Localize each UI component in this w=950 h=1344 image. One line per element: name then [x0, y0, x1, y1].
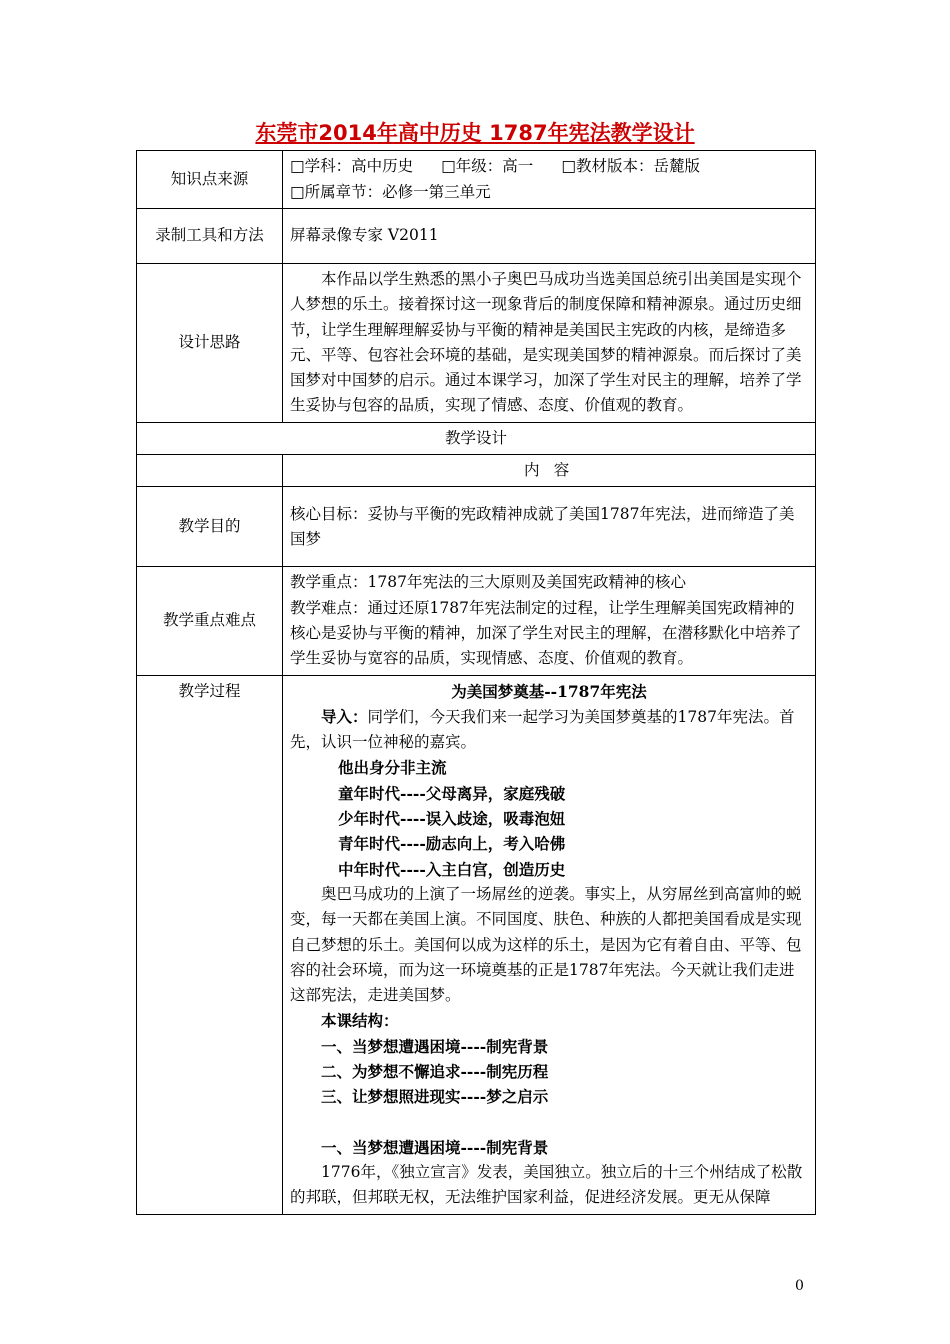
tools-label: 录制工具和方法: [137, 209, 283, 264]
edition-checkbox-label: □教材版本：岳麓版: [561, 157, 700, 176]
bio-line: 中年时代----入主白宫，创造历史: [338, 859, 566, 879]
table-row: [137, 675, 816, 1214]
process-value: [283, 675, 816, 1214]
subject-checkbox-label: □学科：高中历史: [290, 157, 414, 176]
bio-line: 童年时代----父母离异，家庭残破: [338, 783, 566, 803]
content-header: 内 容: [283, 455, 816, 487]
spacer: [290, 1110, 808, 1135]
table-row: [137, 567, 816, 675]
intro-paragraph: [290, 704, 808, 756]
source-value: [283, 151, 816, 209]
tools-value: 屏幕录像专家 V2011: [283, 209, 816, 264]
chapter-checkbox-label: □所属章节：必修一第三单元: [290, 182, 491, 201]
story-paragraph: 奥巴马成功的上演了一场屌丝的逆袭。事实上，从穷屌丝到高富帅的蜕变，每一天都在美国上演。不同国度、肤色、种族的人都把美国看成是实现自己梦想的乐土。美国何以成为这样的乐土，是因为它有着自由、平等、包容的社会环境，而为这一环境奠基的正是1787年宪法。今天就让我们走进这部宪法，走进美国梦。: [290, 884, 802, 1005]
bio-line: 少年时代----误入歧途，吸毒泡妞: [338, 809, 566, 829]
table-row: [137, 487, 816, 567]
key-label: 教学重点难点: [137, 567, 283, 675]
grade-checkbox-label: □年级：高一: [441, 157, 534, 176]
intro-text: 同学们，今天我们来一起学习为美国梦奠基的1787年宪法。首先，认识一位神秘的嘉宾。: [290, 707, 795, 752]
structure-item: 三、让梦想照进现实----梦之启示: [321, 1087, 549, 1107]
bio-line: 青年时代----励志向上，考入哈佛: [338, 834, 566, 854]
lesson-design-table: [136, 150, 816, 1215]
goal-text: 核心目标：妥协与平衡的宪政精神成就了美国1787年宪法，进而缔造了美国梦: [283, 487, 816, 567]
table-row: [137, 209, 816, 264]
idea-text: 本作品以学生熟悉的黑小子奥巴马成功当选美国总统引出美国是实现个人梦想的乐土。接着探讨这一现象背后的制度保障和精神源泉。通过历史细节，让学生理解理解妥协与平衡的精神是美国民主宪政的内核，是缔造多元、平等、包容社会环境的基础，是实现美国梦的精神源泉。而后探讨了美国梦对中国梦的启示。通过本课学习，加深了学生对民主的理解，培养了学生妥协与包容的品质，实现了情感、态度、价值观的教育。: [283, 264, 816, 423]
table-row: [137, 151, 816, 209]
source-label: 知识点来源: [137, 151, 283, 209]
process-heading: 为美国梦奠基--1787年宪法: [451, 681, 647, 701]
table-row: [137, 264, 816, 423]
document-title: 东莞市2014年高中历史 1787年宪法教学设计: [255, 121, 695, 145]
empty-cell: [137, 455, 283, 487]
difficulty-text: 教学难点：通过还原1787年宪法制定的过程，让学生理解美国宪政精神的核心是妥协与平衡的精神，加深了学生对民主的理解，在潜移默化中培养了学生妥协与宽容的品质，实现情感、态度、价值观的教育。: [290, 598, 802, 668]
intro-lead: 导入：: [321, 706, 368, 726]
structure-item: 二、为梦想不懈追求----制宪历程: [321, 1062, 549, 1082]
section-heading: 一、当梦想遭遇困境----制宪背景: [321, 1137, 549, 1157]
structure-item: 一、当梦想遭遇困境----制宪背景: [321, 1036, 549, 1056]
process-label: 教学过程: [137, 675, 283, 1214]
bio-line: 他出身分非主流: [338, 758, 447, 778]
page-number: 0: [795, 1278, 804, 1294]
section-paragraph: 1776年，《独立宣言》发表，美国独立。独立后的十三个州结成了松散的邦联，但邦联无权，无法维护国家利益，促进经济发展。更无从保障: [290, 1162, 803, 1207]
table-row: [137, 455, 816, 487]
table-row: [137, 422, 816, 454]
key-value: [283, 567, 816, 675]
goal-label: 教学目的: [137, 487, 283, 567]
focus-text: 教学重点：1787年宪法的三大原则及美国宪政精神的核心: [290, 573, 686, 592]
design-header: 教学设计: [137, 422, 816, 454]
structure-title: 本课结构：: [321, 1011, 399, 1031]
idea-label: 设计思路: [137, 264, 283, 423]
